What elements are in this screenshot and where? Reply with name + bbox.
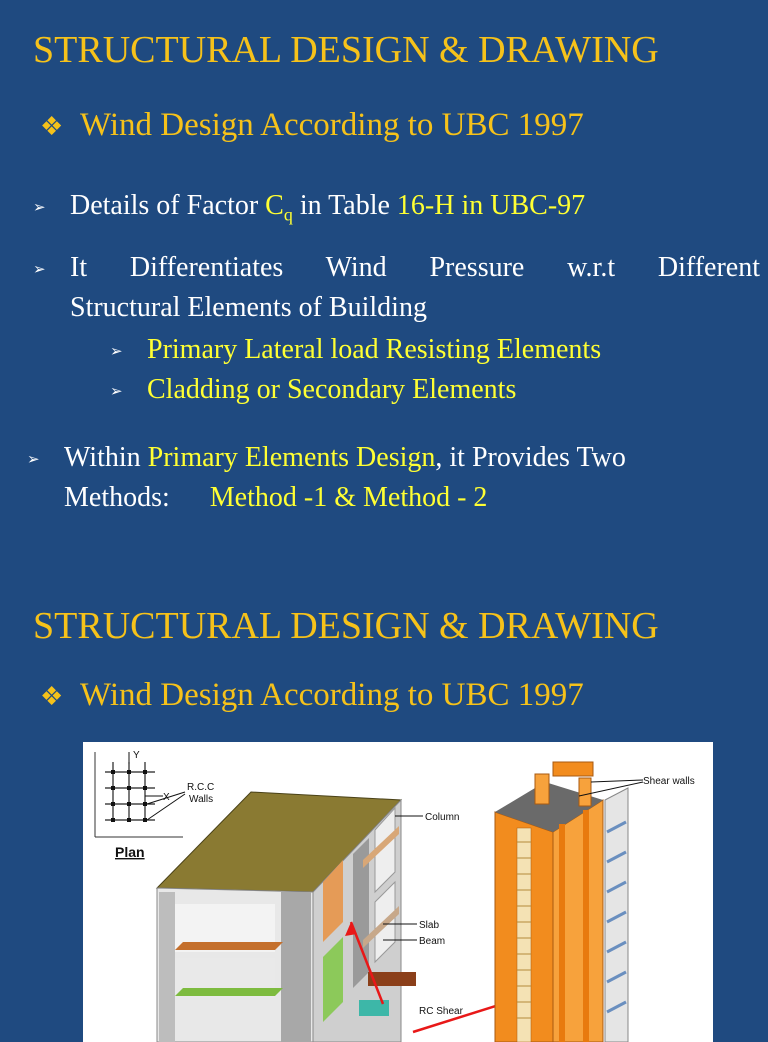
sub-bullet-cladding: ➢ Cladding or Secondary Elements [110,370,750,410]
diamond-bullet-icon: ❖ [40,682,64,711]
table-reference: 16-H in UBC-97 [396,190,586,221]
primary-elements-highlight: Primary Elements Design [147,442,436,473]
building-illustration [83,742,713,1042]
arrowhead-bullet-icon: ➢ [110,384,123,400]
structural-system-figure [83,742,713,1042]
column-label: Column [425,812,460,823]
arrowhead-bullet-icon: ➢ [33,200,46,216]
slide-2 [0,560,768,1024]
plan-inset [95,750,214,860]
arrowhead-bullet-icon: ➢ [27,452,40,468]
slide-subtitle [40,677,584,715]
slab-label: Slab [419,920,440,931]
frame-building [157,792,521,1042]
beam-label: Beam [419,936,446,947]
bullet-factor: ➢ Details of Factor $C_q$ in Table 16-H in UBC-97 [33,186,753,235]
slide-title: STRUCTURAL DESIGN & DRAWING [33,29,659,71]
arrowhead-bullet-icon: ➢ [33,262,46,278]
factor-symbol: $C_q$ [265,190,293,225]
slide-subtitle [40,107,584,145]
shear-wall-tower [495,762,695,1042]
rc-shear-label: RC Shear [419,1006,463,1017]
arrowhead-bullet-icon: ➢ [110,344,123,360]
walls-label: Walls [189,794,214,805]
plan-y-label: Y [133,750,140,761]
bullet-methods: ➢ Within Primary Elements Design, it Provides Two Methods: Method -1 & Method - 2 [27,442,626,513]
shear-walls-label: Shear walls [643,776,695,787]
plan-x-label: X [163,792,170,803]
plan-label: Plan [115,844,145,860]
rcc-label: R.C.C [187,782,215,793]
subtitle-text: Wind Design According to UBC 1997 [80,107,584,143]
bullet-differentiates: ➢ It Differentiates Wind Pressure w.r.t Different Structural Elements of Building [33,252,760,323]
subtitle-text: Wind Design According to UBC 1997 [80,677,584,713]
diamond-bullet-icon: ❖ [40,112,64,141]
slide-title: STRUCTURAL DESIGN & DRAWING [33,605,659,647]
methods-highlight: Method -1 & Method - 2 [209,482,488,513]
sub-bullet-primary: ➢ Primary Lateral load Resisting Elements [110,330,750,370]
